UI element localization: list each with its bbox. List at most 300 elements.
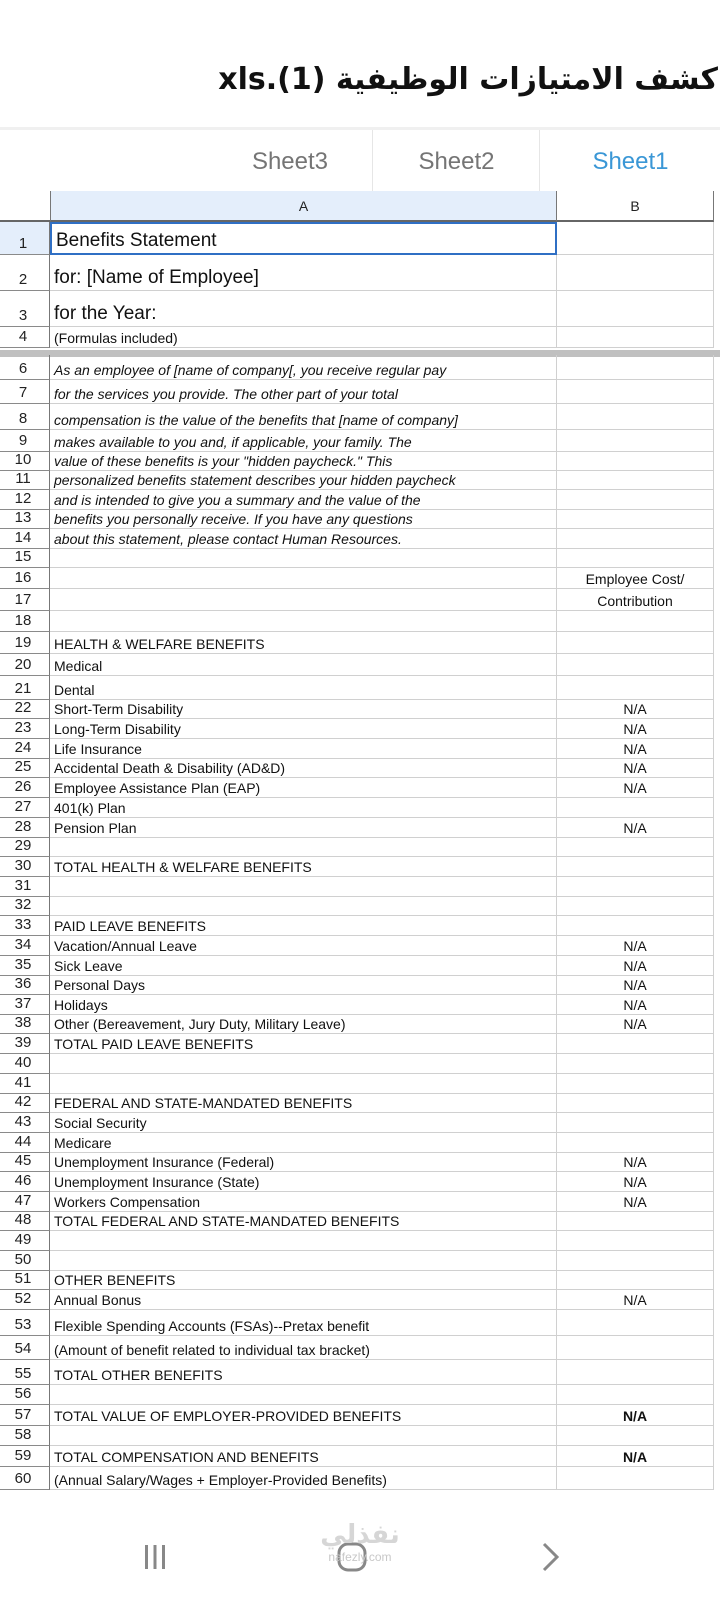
- cell-a[interactable]: [50, 1113, 557, 1133]
- cell-a[interactable]: [50, 838, 557, 857]
- row-number: 24: [14, 739, 32, 756]
- row-number: 11: [15, 470, 31, 487]
- table-row: [0, 1113, 720, 1133]
- cell-a[interactable]: [50, 1271, 557, 1290]
- cell-b[interactable]: [557, 1360, 714, 1385]
- row-header[interactable]: [0, 1074, 50, 1094]
- cell-a[interactable]: [50, 1336, 557, 1360]
- row-header[interactable]: [0, 452, 50, 471]
- cell-a-text: Medical: [54, 658, 103, 674]
- table-row: [0, 1172, 720, 1192]
- cell-b[interactable]: [557, 778, 714, 798]
- table-row: [0, 739, 720, 759]
- cell-a[interactable]: [50, 956, 557, 976]
- row-header[interactable]: [0, 1310, 50, 1336]
- cell-b[interactable]: [557, 1405, 714, 1426]
- cell-b[interactable]: [557, 1172, 714, 1192]
- cell-a[interactable]: [50, 568, 557, 589]
- row-header[interactable]: [0, 1212, 50, 1231]
- cell-b[interactable]: [557, 1446, 714, 1467]
- cell-a[interactable]: [50, 1405, 557, 1426]
- cell-b[interactable]: [557, 355, 714, 380]
- cell-b-text: Contribution: [597, 593, 673, 609]
- row-number: 42: [14, 1093, 32, 1110]
- cell-a[interactable]: [50, 611, 557, 632]
- row-header[interactable]: [0, 327, 50, 348]
- cell-a[interactable]: [50, 355, 557, 380]
- cell-a-text: Sick Leave: [54, 958, 123, 974]
- row-header[interactable]: [0, 700, 50, 719]
- table-row: [0, 510, 720, 529]
- table-row: [0, 654, 720, 676]
- column-header-a[interactable]: A: [50, 191, 557, 222]
- cell-b[interactable]: [557, 759, 714, 778]
- table-row: [0, 798, 720, 818]
- row-header[interactable]: [0, 222, 50, 255]
- cell-a-text: Medicare: [54, 1135, 112, 1151]
- cell-a[interactable]: [50, 739, 557, 759]
- cell-b-text: N/A: [623, 1292, 647, 1308]
- row-header[interactable]: [0, 956, 50, 976]
- cell-b[interactable]: [557, 430, 714, 452]
- cell-a-text: Workers Compensation: [54, 1194, 201, 1210]
- table-row: [0, 778, 720, 798]
- cell-a[interactable]: [50, 719, 557, 739]
- row-header[interactable]: [0, 490, 50, 510]
- row-header[interactable]: [0, 380, 50, 404]
- cell-a[interactable]: [50, 1467, 557, 1490]
- row-header[interactable]: [0, 1153, 50, 1172]
- row-header[interactable]: [0, 1192, 50, 1212]
- row-header[interactable]: [0, 1034, 50, 1054]
- cell-b[interactable]: [557, 916, 714, 936]
- cell-a-text: Employee Assistance Plan (EAP): [54, 780, 261, 796]
- cell-a[interactable]: [50, 589, 557, 611]
- cell-a[interactable]: [50, 1034, 557, 1054]
- cell-b[interactable]: [557, 1251, 714, 1271]
- cell-b-text: N/A: [623, 938, 647, 954]
- recent-apps-icon: [141, 1543, 169, 1571]
- row-number: 60: [14, 1470, 32, 1487]
- row-header[interactable]: [0, 471, 50, 490]
- row-number: 7: [18, 384, 28, 401]
- cell-a[interactable]: [50, 452, 557, 471]
- cell-a[interactable]: [50, 1212, 557, 1231]
- title-bar: [0, 0, 720, 127]
- cell-b[interactable]: [557, 719, 714, 739]
- row-number: 22: [14, 699, 32, 716]
- cell-b[interactable]: [557, 1113, 714, 1133]
- row-header[interactable]: [0, 818, 50, 838]
- row-header[interactable]: [0, 976, 50, 995]
- row-number: 31: [14, 877, 32, 894]
- cell-b[interactable]: [557, 877, 714, 897]
- row-header[interactable]: [0, 568, 50, 589]
- row-header[interactable]: [0, 255, 50, 291]
- cell-a-text: HEALTH & WELFARE BENEFITS: [54, 636, 265, 652]
- row-number: 44: [14, 1133, 32, 1150]
- cell-a[interactable]: [50, 1054, 557, 1074]
- cell-a[interactable]: [50, 1015, 557, 1034]
- row-header[interactable]: [0, 1336, 50, 1360]
- row-header[interactable]: [0, 589, 50, 611]
- table-row: [0, 719, 720, 739]
- cell-b[interactable]: [557, 838, 714, 857]
- row-number: 1: [18, 235, 28, 252]
- row-number: 56: [14, 1385, 32, 1402]
- cell-a-text: TOTAL FEDERAL AND STATE-MANDATED BENEFITS: [54, 1213, 400, 1229]
- cell-a[interactable]: [50, 1153, 557, 1172]
- table-row: [0, 255, 720, 291]
- table-row: [0, 1360, 720, 1385]
- cell-a-text: value of these benefits is your "hidden paycheck." This: [54, 453, 393, 469]
- cell-b[interactable]: [557, 1015, 714, 1034]
- table-row: [0, 1467, 720, 1490]
- cell-b-text: N/A: [623, 701, 647, 717]
- table-row: [0, 1054, 720, 1074]
- cell-b-text: N/A: [623, 1154, 647, 1170]
- table-row: [0, 327, 720, 348]
- cell-a[interactable]: [50, 857, 557, 877]
- cell-a-text: Vacation/Annual Leave: [54, 938, 197, 954]
- cell-b[interactable]: [557, 1153, 714, 1172]
- cell-a-text: TOTAL COMPENSATION AND BENEFITS: [54, 1449, 319, 1465]
- cell-b[interactable]: [557, 700, 714, 719]
- cell-b[interactable]: [557, 1385, 714, 1405]
- cell-b-text: N/A: [623, 1016, 647, 1032]
- select-all-corner[interactable]: [0, 191, 50, 222]
- cell-b[interactable]: [557, 255, 714, 291]
- table-row: [0, 1446, 720, 1467]
- cell-b[interactable]: [557, 818, 714, 838]
- tab-sheet3[interactable]: Sheet3: [251, 148, 329, 175]
- row-header[interactable]: [0, 995, 50, 1015]
- cell-a[interactable]: [50, 897, 557, 916]
- row-header[interactable]: [0, 632, 50, 654]
- table-row: [0, 1133, 720, 1153]
- row-number: 33: [14, 916, 32, 933]
- cell-b[interactable]: [557, 798, 714, 818]
- row-number: 45: [14, 1152, 32, 1169]
- row-number: 54: [14, 1340, 32, 1357]
- cell-a-text: Benefits Statement: [56, 230, 217, 251]
- row-header[interactable]: [0, 857, 50, 877]
- cell-a[interactable]: [50, 1360, 557, 1385]
- cell-b[interactable]: [557, 976, 714, 995]
- row-header[interactable]: [0, 654, 50, 676]
- cell-b[interactable]: [557, 222, 714, 255]
- row-number: 18: [14, 612, 32, 629]
- back-button[interactable]: [520, 1535, 580, 1579]
- cell-b[interactable]: [557, 1271, 714, 1290]
- row-number: 39: [14, 1034, 32, 1051]
- cell-b[interactable]: [557, 568, 714, 589]
- cell-a-text: Unemployment Insurance (State): [54, 1174, 260, 1190]
- row-number: 58: [14, 1426, 32, 1443]
- table-row: [0, 1385, 720, 1405]
- cell-a-text: Social Security: [54, 1115, 147, 1131]
- row-header[interactable]: [0, 1467, 50, 1490]
- row-header[interactable]: [0, 798, 50, 818]
- row-header[interactable]: [0, 1054, 50, 1074]
- cell-a[interactable]: [50, 1385, 557, 1405]
- cell-a[interactable]: [50, 380, 557, 404]
- row-number: 38: [14, 1014, 32, 1031]
- cell-a[interactable]: [50, 490, 557, 510]
- cell-a[interactable]: [50, 976, 557, 995]
- row-header[interactable]: [0, 1290, 50, 1310]
- table-row: [0, 877, 720, 897]
- cell-b[interactable]: [557, 1212, 714, 1231]
- recent-apps-button[interactable]: [125, 1535, 185, 1579]
- cell-a[interactable]: [50, 632, 557, 654]
- cell-a[interactable]: [50, 877, 557, 897]
- table-row: [0, 404, 720, 430]
- table-row: [0, 380, 720, 404]
- cell-a[interactable]: [50, 1290, 557, 1310]
- cell-b[interactable]: [557, 549, 714, 568]
- cell-a-text: Holidays: [54, 997, 108, 1013]
- table-row: [0, 1251, 720, 1271]
- cell-a[interactable]: [50, 798, 557, 818]
- row-header[interactable]: [0, 291, 50, 327]
- row-number: 25: [14, 758, 32, 775]
- cell-a[interactable]: [50, 1446, 557, 1467]
- cell-b[interactable]: [557, 380, 714, 404]
- cell-b[interactable]: [557, 676, 714, 700]
- cell-a[interactable]: [50, 916, 557, 936]
- row-header[interactable]: [0, 1133, 50, 1153]
- cell-b[interactable]: [557, 490, 714, 510]
- cell-b[interactable]: [557, 471, 714, 490]
- cell-a[interactable]: [50, 529, 557, 549]
- cell-a[interactable]: [50, 1192, 557, 1212]
- row-header[interactable]: [0, 1172, 50, 1192]
- cell-b[interactable]: [557, 1426, 714, 1446]
- cell-a-text: benefits you personally receive. If you have any questions: [54, 511, 413, 527]
- table-row: [0, 838, 720, 857]
- table-row: [0, 568, 720, 589]
- row-header[interactable]: [0, 1426, 50, 1446]
- cell-a[interactable]: [50, 1426, 557, 1446]
- row-header[interactable]: [0, 1015, 50, 1034]
- tab-sheet2[interactable]: Sheet2: [372, 130, 540, 194]
- cell-b-text: N/A: [623, 780, 647, 796]
- cell-b[interactable]: [557, 1467, 714, 1490]
- row-header[interactable]: [0, 739, 50, 759]
- table-row: [0, 471, 720, 490]
- row-header[interactable]: [0, 510, 50, 529]
- cell-a[interactable]: [50, 510, 557, 529]
- cell-b[interactable]: [557, 1192, 714, 1212]
- table-row: [0, 1034, 720, 1054]
- row-number: 48: [14, 1211, 32, 1228]
- cell-b-text: N/A: [623, 820, 647, 836]
- table-row: [0, 995, 720, 1015]
- row-header[interactable]: [0, 719, 50, 739]
- row-header[interactable]: [0, 936, 50, 956]
- cell-a[interactable]: [50, 1231, 557, 1251]
- row-header[interactable]: [0, 1446, 50, 1467]
- row-header[interactable]: [0, 430, 50, 452]
- row-number: 37: [14, 995, 32, 1012]
- row-number: 17: [14, 591, 32, 608]
- cell-b[interactable]: [557, 739, 714, 759]
- row-number: 15: [14, 548, 32, 565]
- cell-b-text: N/A: [623, 721, 647, 737]
- table-row: [0, 916, 720, 936]
- row-header[interactable]: [0, 916, 50, 936]
- row-header[interactable]: [0, 1231, 50, 1251]
- cell-b-text: N/A: [623, 958, 647, 974]
- tab-sheet1[interactable]: Sheet1: [539, 130, 720, 194]
- table-row: [0, 1094, 720, 1113]
- row-header[interactable]: [0, 1113, 50, 1133]
- cell-a-text: for the services you provide. The other part of your total: [54, 386, 398, 402]
- cell-a[interactable]: [50, 654, 557, 676]
- cell-a[interactable]: [50, 818, 557, 838]
- cell-a-text: Pension Plan: [54, 820, 137, 836]
- table-row: [0, 1310, 720, 1336]
- cell-b[interactable]: [557, 1094, 714, 1113]
- cell-b[interactable]: [557, 404, 714, 430]
- cell-b-text: N/A: [623, 977, 647, 993]
- row-header[interactable]: [0, 897, 50, 916]
- row-header[interactable]: [0, 1271, 50, 1290]
- cell-a[interactable]: [50, 404, 557, 430]
- cell-b[interactable]: [557, 1074, 714, 1094]
- table-row: [0, 897, 720, 916]
- cell-a-text: and is intended to give you a summary and the value of the: [54, 492, 421, 508]
- cell-b[interactable]: [557, 936, 714, 956]
- row-number: 2: [18, 271, 28, 288]
- cell-b[interactable]: [557, 897, 714, 916]
- cell-a[interactable]: [50, 549, 557, 568]
- row-header[interactable]: [0, 1405, 50, 1426]
- table-row: [0, 355, 720, 380]
- cell-b[interactable]: [557, 632, 714, 654]
- cell-a[interactable]: [50, 676, 557, 700]
- row-number: 23: [14, 719, 32, 736]
- row-number: 13: [14, 509, 32, 526]
- row-number: 50: [14, 1251, 32, 1268]
- row-header[interactable]: [0, 404, 50, 430]
- cell-b[interactable]: [557, 452, 714, 471]
- row-number: 9: [18, 432, 28, 449]
- cell-a-text: TOTAL HEALTH & WELFARE BENEFITS: [54, 859, 312, 875]
- cell-b[interactable]: [557, 1290, 714, 1310]
- row-header[interactable]: [0, 838, 50, 857]
- table-row: [0, 291, 720, 327]
- cell-a[interactable]: [50, 327, 557, 348]
- cell-a[interactable]: [50, 778, 557, 798]
- column-header-b[interactable]: B: [557, 191, 714, 222]
- cell-b-text: N/A: [623, 741, 647, 757]
- cell-b[interactable]: [557, 1034, 714, 1054]
- cell-b[interactable]: [557, 589, 714, 611]
- row-header[interactable]: [0, 1251, 50, 1271]
- cell-b[interactable]: [557, 1336, 714, 1360]
- row-number: 28: [14, 818, 32, 835]
- table-row: [0, 818, 720, 838]
- cell-a[interactable]: [50, 995, 557, 1015]
- cell-a[interactable]: [50, 759, 557, 778]
- row-number: 6: [18, 360, 28, 377]
- cell-b[interactable]: [557, 1310, 714, 1336]
- cell-a-text: TOTAL OTHER BENEFITS: [54, 1367, 223, 1383]
- row-header[interactable]: [0, 549, 50, 568]
- cell-b[interactable]: [557, 654, 714, 676]
- row-number: 8: [18, 410, 28, 427]
- table-row: [0, 1015, 720, 1034]
- cell-a[interactable]: [50, 1251, 557, 1271]
- row-header[interactable]: [0, 611, 50, 632]
- spreadsheet-grid[interactable]: [0, 222, 720, 1517]
- cell-a[interactable]: [50, 936, 557, 956]
- row-number: 52: [14, 1290, 32, 1307]
- cell-a[interactable]: [50, 430, 557, 452]
- row-header[interactable]: [0, 877, 50, 897]
- table-row: [0, 1074, 720, 1094]
- cell-a[interactable]: [50, 1133, 557, 1153]
- cell-b[interactable]: [557, 1054, 714, 1074]
- cell-a[interactable]: [50, 471, 557, 490]
- cell-b[interactable]: [557, 611, 714, 632]
- row-header[interactable]: [0, 676, 50, 700]
- cell-a[interactable]: [50, 1094, 557, 1113]
- cell-a[interactable]: [50, 291, 557, 327]
- table-row: [0, 1271, 720, 1290]
- cell-b-text: N/A: [623, 1174, 647, 1190]
- cell-b[interactable]: [557, 1133, 714, 1153]
- table-row: [0, 936, 720, 956]
- table-row: [0, 589, 720, 611]
- cell-b[interactable]: [557, 995, 714, 1015]
- row-number: 4: [18, 328, 28, 345]
- sheet-tabs: [0, 127, 720, 194]
- cell-a-text: Short-Term Disability: [54, 701, 184, 717]
- cell-a[interactable]: [50, 1310, 557, 1336]
- selected-cell-a1[interactable]: [50, 222, 557, 255]
- cell-b[interactable]: [557, 956, 714, 976]
- table-row: [0, 632, 720, 654]
- cell-a[interactable]: [50, 1172, 557, 1192]
- row-header[interactable]: [0, 1094, 50, 1113]
- cell-a[interactable]: [50, 700, 557, 719]
- row-number: 51: [14, 1270, 32, 1287]
- cell-b[interactable]: [557, 529, 714, 549]
- table-row: [0, 1336, 720, 1360]
- table-row: [0, 1192, 720, 1212]
- row-header[interactable]: [0, 355, 50, 380]
- cell-b[interactable]: [557, 510, 714, 529]
- cell-b[interactable]: [557, 1231, 714, 1251]
- row-header[interactable]: [0, 759, 50, 778]
- cell-a[interactable]: [50, 1074, 557, 1094]
- cell-b[interactable]: [557, 857, 714, 877]
- cell-b[interactable]: [557, 327, 714, 348]
- row-header[interactable]: [0, 1360, 50, 1385]
- row-header[interactable]: [0, 529, 50, 549]
- cell-b-text: N/A: [623, 997, 647, 1013]
- cell-a[interactable]: [50, 255, 557, 291]
- row-header[interactable]: [0, 1385, 50, 1405]
- cell-b[interactable]: [557, 291, 714, 327]
- row-number: 43: [14, 1113, 32, 1130]
- row-header[interactable]: [0, 778, 50, 798]
- row-number: 36: [14, 975, 32, 992]
- document-title: كشف الامتيازات الوظيفية (1).xls: [218, 62, 718, 97]
